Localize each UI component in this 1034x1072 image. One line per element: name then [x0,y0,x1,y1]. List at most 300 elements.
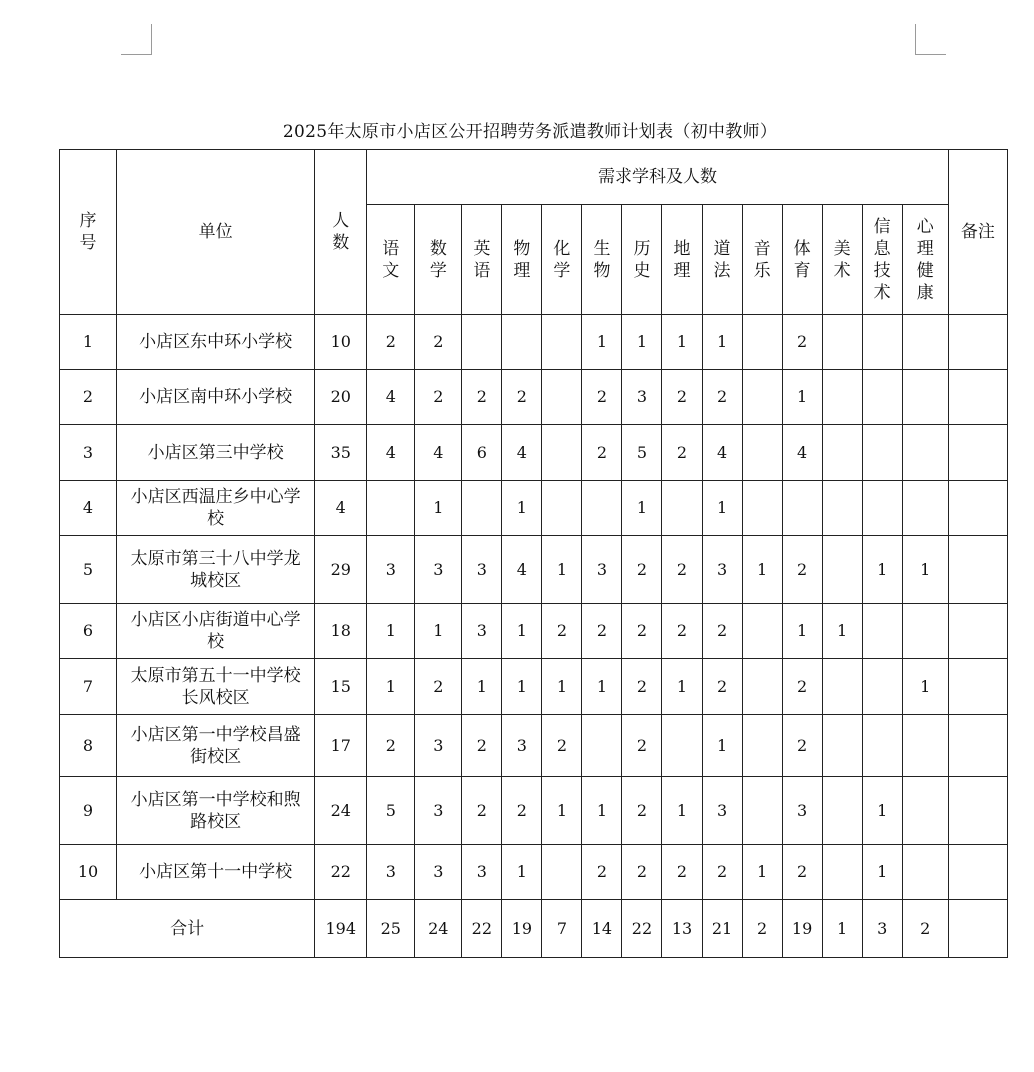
row-subject-value [662,315,702,370]
row-remark [948,481,1007,536]
table-row [60,315,1008,370]
row-subject-value [622,604,662,659]
header-subject-cell [462,205,502,315]
row-subject-value [367,604,415,659]
crop-mark-top-left [121,24,152,55]
total-subject-value [502,900,542,958]
total-subject-value [462,900,502,958]
row-unit [117,481,315,536]
row-subject-value [582,315,622,370]
row-subject-value [582,370,622,425]
row-subject-value [582,777,622,845]
row-subject-value [782,425,822,481]
row-unit [117,370,315,425]
row-subject-value-text: 5 [636,442,648,462]
header-subject-label: 语文 [382,238,400,281]
row-subject-value-text: 2 [596,442,608,462]
row-subject-value [367,715,415,777]
total-subject-value [822,900,862,958]
header-subject-group [367,150,949,205]
total-subject-value [862,900,902,958]
row-unit-text: 小店区小店街道中心学校 [130,610,301,652]
row-subject-value [742,481,782,536]
total-subject-value-text: 14 [591,918,613,938]
row-subject-value-text: 1 [556,676,567,696]
row-subject-value [662,604,702,659]
total-subject-value [415,900,462,958]
header-subject-label: 心理健康 [916,216,934,303]
row-index [60,315,117,370]
row-subject-value [502,370,542,425]
row-subject-value-text: 3 [433,862,444,881]
total-subject-value-text: 19 [511,918,533,938]
row-subject-value [662,715,702,777]
total-subject-value-text: 22 [471,918,493,938]
total-subject-value-text: 19 [791,918,813,938]
header-subject-label: 化学 [553,238,571,281]
row-subject-value [702,370,742,425]
row-remark [948,425,1007,481]
total-subject-value [902,900,948,958]
row-remark [948,715,1007,777]
row-count-text: 24 [330,800,351,820]
row-count [315,481,367,536]
row-subject-value [502,604,542,659]
row-subject-value [662,845,702,900]
row-subject-value [622,715,662,777]
total-label [60,900,315,958]
row-subject-value-text: 3 [433,800,444,820]
row-index-text: 8 [82,735,94,755]
row-subject-value [582,715,622,777]
row-subject-value-text: 2 [676,442,688,462]
row-subject-value-text: 2 [636,735,648,755]
total-subject-value [662,900,702,958]
row-subject-value-text: 2 [476,387,487,406]
row-subject-value-text: 1 [920,676,931,696]
row-unit [117,845,315,900]
row-subject-value [415,845,462,900]
row-subject-value [822,845,862,900]
total-count [315,900,367,958]
row-subject-value [742,604,782,659]
row-count-text: 4 [335,498,346,517]
row-subject-value [462,845,502,900]
row-subject-value-text: 2 [797,559,808,579]
row-subject-value [542,481,582,536]
header-count [315,150,367,315]
row-subject-value [822,659,862,715]
row-subject-value-text: 1 [385,621,396,640]
row-subject-value-text: 2 [797,332,808,351]
row-count [315,845,367,900]
total-subject-value-text: 1 [837,918,848,938]
header-unit-label: 单位 [198,222,233,242]
row-count-text: 20 [330,387,351,406]
row-subject-value-text: 1 [433,498,444,517]
row-index-text: 7 [82,676,94,696]
row-subject-value [462,604,502,659]
row-subject-value [742,659,782,715]
row-unit-text: 小店区第一中学校昌盛街校区 [130,724,301,767]
row-subject-value-text: 3 [716,800,728,820]
row-subject-value-text: 2 [516,800,527,820]
row-subject-value-text: 6 [476,442,487,462]
row-subject-value-text: 1 [877,800,888,820]
row-subject-value [542,777,582,845]
row-count [315,777,367,845]
row-index [60,659,117,715]
row-subject-value [462,777,502,845]
row-subject-value [862,845,902,900]
row-index-text: 4 [82,498,94,517]
row-count-text: 29 [330,559,351,579]
table-row [60,777,1008,845]
row-subject-value [822,777,862,845]
header-subject-label: 道法 [713,238,731,281]
row-subject-value-text: 4 [516,559,527,579]
row-subject-value [415,481,462,536]
row-subject-value [742,370,782,425]
row-subject-value [862,604,902,659]
row-subject-value-text: 3 [716,559,728,579]
table-body [60,150,1008,958]
row-unit [117,536,315,604]
row-subject-value [462,370,502,425]
row-subject-value [662,425,702,481]
row-subject-value [502,777,542,845]
row-unit-text: 太原市第三十八中学龙城校区 [130,548,301,591]
row-subject-value [702,659,742,715]
row-subject-value [702,715,742,777]
row-subject-value [367,536,415,604]
row-subject-value [742,845,782,900]
header-subject-cell [662,205,702,315]
row-subject-value [542,315,582,370]
row-subject-value [622,777,662,845]
row-subject-value-text: 1 [676,676,688,696]
row-subject-value [542,845,582,900]
row-subject-value-text: 2 [716,862,728,881]
row-subject-value-text: 2 [716,621,728,640]
row-subject-value-text: 4 [385,387,396,406]
row-subject-value [662,370,702,425]
total-subject-value-text: 2 [920,918,931,938]
row-subject-value [782,659,822,715]
header-subject-label: 历史 [633,238,651,281]
row-count [315,370,367,425]
table-row [60,370,1008,425]
row-subject-value [702,536,742,604]
row-subject-value-text: 3 [433,735,444,755]
row-subject-value [622,370,662,425]
row-index [60,536,117,604]
row-subject-value [782,604,822,659]
row-index-text: 5 [82,559,94,579]
row-subject-value [782,481,822,536]
total-subject-value-text: 3 [877,918,888,938]
row-unit [117,604,315,659]
row-subject-value [622,315,662,370]
row-subject-value-text: 2 [385,332,396,351]
row-subject-value [367,659,415,715]
row-subject-value [862,536,902,604]
total-subject-value-text: 22 [631,918,653,938]
row-subject-value-text: 2 [433,332,444,351]
row-subject-value [862,777,902,845]
row-subject-value [742,425,782,481]
row-remark [948,315,1007,370]
row-subject-value [902,481,948,536]
header-subject-cell [542,205,582,315]
row-remark [948,536,1007,604]
row-subject-value-text: 2 [676,387,688,406]
header-subject-cell [862,205,902,315]
row-subject-value-text: 1 [596,332,608,351]
row-subject-value-text: 1 [433,621,444,640]
row-subject-value [622,659,662,715]
row-subject-value-text: 2 [797,862,808,881]
header-count-label: 人数 [332,211,350,253]
row-subject-value [582,425,622,481]
row-subject-value [462,659,502,715]
row-subject-value [702,425,742,481]
row-remark [948,845,1007,900]
total-subject-value-text: 13 [671,918,693,938]
row-subject-value-text: 2 [596,387,608,406]
header-subject-label: 物理 [513,238,531,281]
row-subject-value-text: 1 [756,559,768,579]
row-subject-value [367,777,415,845]
row-subject-value [622,481,662,536]
row-count-text: 35 [330,442,351,462]
row-unit [117,315,315,370]
row-unit-text: 小店区第十一中学校 [139,862,293,882]
row-subject-value [367,315,415,370]
row-subject-value-text: 3 [433,559,444,579]
row-subject-value-text: 3 [385,559,396,579]
row-subject-value [662,659,702,715]
row-subject-value [902,370,948,425]
row-subject-value-text: 2 [385,735,396,755]
row-remark [948,604,1007,659]
row-subject-value-text: 4 [716,442,728,462]
teacher-plan-table [59,149,1008,958]
row-unit [117,425,315,481]
row-remark [948,777,1007,845]
row-subject-value [462,425,502,481]
row-index-text: 6 [82,621,94,640]
total-row [60,900,1008,958]
header-subject-cell [782,205,822,315]
row-subject-value-text: 2 [556,621,567,640]
header-subject-cell [582,205,622,315]
row-subject-value [542,370,582,425]
row-index [60,604,117,659]
row-subject-value-text: 2 [636,862,648,881]
row-subject-value-text: 3 [476,862,487,881]
row-count [315,315,367,370]
row-subject-value-text: 2 [676,621,688,640]
row-subject-value [415,315,462,370]
row-subject-value [822,315,862,370]
total-subject-value [367,900,415,958]
row-subject-value-text: 2 [476,735,487,755]
row-subject-value-text: 2 [676,862,688,881]
row-subject-value-text: 3 [476,559,487,579]
row-subject-value-text: 1 [716,735,728,755]
row-subject-value [622,845,662,900]
row-subject-value-text: 2 [797,676,808,696]
row-subject-value [582,604,622,659]
row-subject-value-text: 5 [385,800,396,820]
row-subject-value [415,425,462,481]
row-subject-value-text: 2 [676,559,688,579]
row-subject-value [822,481,862,536]
header-subject-cell [367,205,415,315]
table-row [60,481,1008,536]
row-subject-value-text: 1 [636,332,648,351]
header-subject-label: 信息技术 [873,216,891,303]
row-subject-value [862,481,902,536]
row-subject-value-text: 1 [476,676,487,696]
header-row-top [60,150,1008,205]
row-subject-value [822,370,862,425]
table-row [60,536,1008,604]
row-subject-value [782,777,822,845]
row-subject-value-text: 1 [877,559,888,579]
row-subject-value-text: 1 [920,559,931,579]
row-subject-value [415,536,462,604]
row-subject-value-text: 3 [516,735,527,755]
row-subject-value [782,370,822,425]
header-subject-cell [902,205,948,315]
total-subject-value-text: 24 [428,918,449,938]
header-subject-cell [702,205,742,315]
row-index [60,481,117,536]
row-subject-value-text: 1 [636,498,648,517]
header-index-label: 序号 [79,211,97,253]
row-subject-value [462,481,502,536]
row-subject-value [462,715,502,777]
header-subject-label: 生物 [593,238,611,281]
row-count [315,604,367,659]
row-remark [948,370,1007,425]
crop-mark-top-right [915,24,946,55]
header-subject-label: 音乐 [753,238,771,281]
row-subject-value [742,536,782,604]
header-remark-label: 备注 [960,222,995,242]
row-subject-value-text: 1 [516,862,527,881]
total-count-text: 194 [325,918,357,938]
row-subject-value-text: 1 [516,621,527,640]
row-subject-value [502,425,542,481]
row-subject-value [742,715,782,777]
row-index-text: 9 [82,800,94,820]
row-subject-value [902,536,948,604]
row-subject-value [367,845,415,900]
row-subject-value [822,536,862,604]
row-subject-value-text: 1 [516,676,527,696]
header-subject-cell [742,205,782,315]
row-index-text: 1 [82,332,94,351]
table-row [60,425,1008,481]
total-subject-value [702,900,742,958]
row-unit-text: 小店区南中环小学校 [139,387,293,407]
row-subject-value [902,425,948,481]
total-subject-value [742,900,782,958]
header-subject-label: 美术 [833,238,851,281]
row-subject-value [902,659,948,715]
row-subject-value [702,777,742,845]
row-subject-value [902,715,948,777]
row-subject-value [582,481,622,536]
row-subject-value [415,715,462,777]
row-remark [948,659,1007,715]
row-subject-value [367,481,415,536]
row-subject-value-text: 2 [636,621,648,640]
row-subject-value [502,481,542,536]
row-subject-value [702,604,742,659]
row-subject-value-text: 1 [516,498,527,517]
row-subject-value [582,536,622,604]
row-subject-value-text: 3 [596,559,608,579]
row-subject-value [502,315,542,370]
row-subject-value-text: 1 [716,332,728,351]
row-subject-value-text: 1 [385,676,396,696]
row-unit [117,777,315,845]
row-subject-value [782,315,822,370]
row-subject-value-text: 1 [877,862,888,881]
row-index-text: 2 [82,387,94,406]
row-subject-value [862,715,902,777]
row-subject-value [662,536,702,604]
row-subject-value [662,481,702,536]
row-count-text: 15 [330,676,351,696]
row-subject-value [822,715,862,777]
row-unit [117,715,315,777]
header-subject-cell [502,205,542,315]
row-subject-value [782,845,822,900]
row-subject-value [902,845,948,900]
row-subject-value [622,425,662,481]
row-subject-value-text: 3 [797,800,808,820]
row-subject-value [415,370,462,425]
row-subject-value [582,659,622,715]
row-subject-value [582,845,622,900]
row-count-text: 17 [330,735,351,755]
total-subject-value [622,900,662,958]
row-subject-value [622,536,662,604]
row-subject-value [415,604,462,659]
row-index [60,715,117,777]
row-subject-value [742,315,782,370]
row-count [315,659,367,715]
row-index-text: 10 [77,862,99,881]
row-count-text: 22 [330,862,351,881]
row-subject-value [502,659,542,715]
total-subject-value [542,900,582,958]
table-row [60,604,1008,659]
row-unit-text: 小店区西温庄乡中心学校 [130,487,301,529]
row-subject-value [702,845,742,900]
header-subject-group-label: 需求学科及人数 [598,167,718,187]
document-title: 2025年太原市小店区公开招聘劳务派遣教师计划表（初中教师） [282,122,778,142]
row-subject-value [502,536,542,604]
row-subject-value-text: 2 [433,676,444,696]
table-row [60,659,1008,715]
header-unit [117,150,315,315]
